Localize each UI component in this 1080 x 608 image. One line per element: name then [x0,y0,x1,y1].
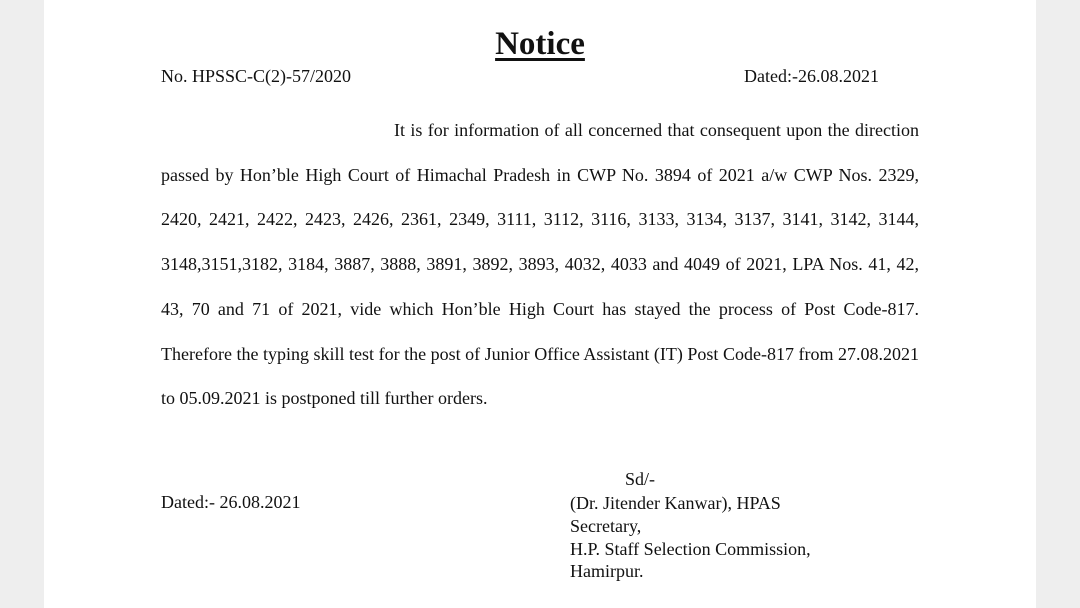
signatory-place: Hamirpur. [570,561,644,582]
date-top: Dated:-26.08.2021 [744,66,879,86]
signatory-name: (Dr. Jitender Kanwar), HPAS [570,493,781,513]
signature-block [570,492,811,583]
reference-number: No. HPSSC-C(2)-57/2020 [161,66,352,86]
signatory-designation: Secretary, [570,515,642,536]
signatory-organization: H.P. Staff Selection Commission, [570,538,811,559]
notice-title: Notice [495,26,585,62]
notice-body: It is for information of all concerned that consequent upon the direction passed by Hon’ble High Court of Himachal Pradesh in CWP No. 3894 of 2021 a/w CWP Nos. 2329, 2420, 2421, 2422, 2423, 2426, 2361, 2349, 3111, 3112, 3116, 3133, 3134, 3137, 3141, 3142, 3144, 3148,3151,3182, 3184, 3887, 3888, 3891, 3892, 3893, 4032, 4033 and 4049 of 2021, LPA Nos. 41, 42, 43, 70 and 71 of 2021, vide which Hon’ble High Court has stayed the process of Post Code-817. Therefore the typing skill test for the post of Junior Office Assistant (IT) Post Code-817 from 27.08.2021 to 05.09.2021 is postponed till further orders. [161,120,919,409]
signature-sd: Sd/- [625,469,656,489]
date-bottom: Dated:- 26.08.2021 [161,492,301,512]
